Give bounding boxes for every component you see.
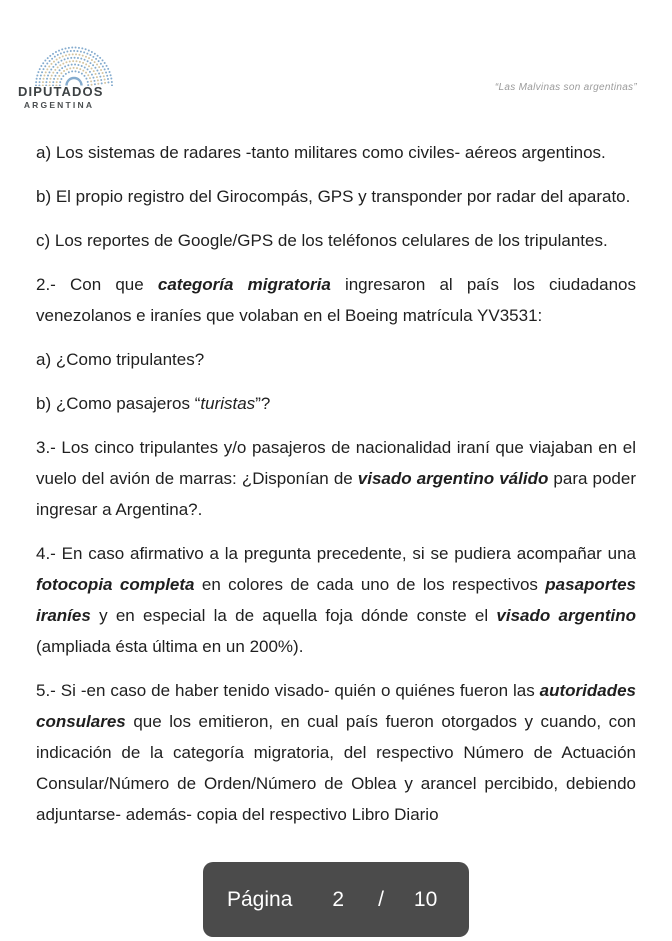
paragraph: [36, 388, 636, 419]
paragraph: [36, 432, 636, 525]
text-run: ”?: [255, 394, 271, 413]
hemicycle-icon: [34, 44, 114, 86]
text-run: b) El propio registro del Girocompás, GPS y transponder por radar del aparato.: [36, 187, 631, 206]
text-run: para poder ingresar a Argentina?.: [36, 469, 636, 519]
paragraph: [36, 225, 636, 256]
text-run: 4.- En caso afirmativo a la pregunta precedente, si se pudiera acompañar una: [36, 544, 636, 563]
text-run: (ampliada ésta última en un 200%).: [36, 637, 304, 656]
paragraph: [36, 675, 636, 830]
page-separator: /: [378, 887, 384, 911]
text-run: a) Los sistemas de radares -tanto militares como civiles- aéreos argentinos.: [36, 143, 606, 162]
text-run: que los emitieron, en cual país fueron otorgados y cuando, con indicación de la categoría migratoria, del respectivo Número de Actuación Consular/Número de Orden/Número de Oblea y arancel percibido, debiendo adjuntarse- además- copia del respectivo Libro Diario: [36, 712, 636, 824]
text-run: 2.- Con que: [36, 275, 158, 294]
page-indicator-label: Página: [227, 887, 293, 911]
text-run: y en especial la de aquella foja dónde conste el: [90, 606, 497, 625]
text-run: c) Los reportes de Google/GPS de los teléfonos celulares de los tripulantes.: [36, 231, 608, 250]
logo-subtitle: ARGENTINA: [23, 100, 95, 110]
current-page-field[interactable]: 2: [332, 887, 345, 911]
emphasis-text: pasaportes iraníes: [36, 575, 636, 625]
text-run: ingresaron al país los ciudadanos venezolanos e iraníes que volaban en el Boeing matrícula YV3531:: [36, 275, 636, 325]
paragraph: [36, 538, 636, 662]
logo-title: DIPUTADOS: [18, 84, 104, 99]
emphasis-text: visado argentino válido: [357, 469, 549, 488]
emphasis-text: categoría migratoria: [157, 275, 331, 294]
document-body: [36, 137, 636, 843]
paragraph: [36, 344, 636, 375]
emphasis-text: autoridades consulares: [36, 681, 636, 731]
header-motto: “Las Malvinas son argentinas”: [494, 82, 637, 93]
paragraph: [36, 137, 636, 168]
emphasis-text: fotocopia completa: [36, 575, 195, 594]
page-indicator-overlay: [203, 862, 469, 937]
paragraph: [36, 181, 636, 212]
text-run: en colores de cada uno de los respectivos: [194, 575, 546, 594]
text-run: 3.- Los cinco tripulantes y/o pasajeros de nacionalidad iraní que viajaban en el vuelo del avión de marras: ¿Disponían de: [36, 438, 636, 488]
text-run: 5.- Si -en caso de haber tenido visado- quién o quiénes fueron las: [36, 681, 540, 700]
total-pages: 10: [413, 887, 438, 911]
paragraph: [36, 269, 636, 331]
text-run: a) ¿Como tripulantes?: [36, 350, 205, 369]
text-run: b) ¿Como pasajeros “: [36, 394, 201, 413]
italic-text: turistas: [200, 394, 256, 413]
emphasis-text: visado argentino: [496, 606, 636, 625]
